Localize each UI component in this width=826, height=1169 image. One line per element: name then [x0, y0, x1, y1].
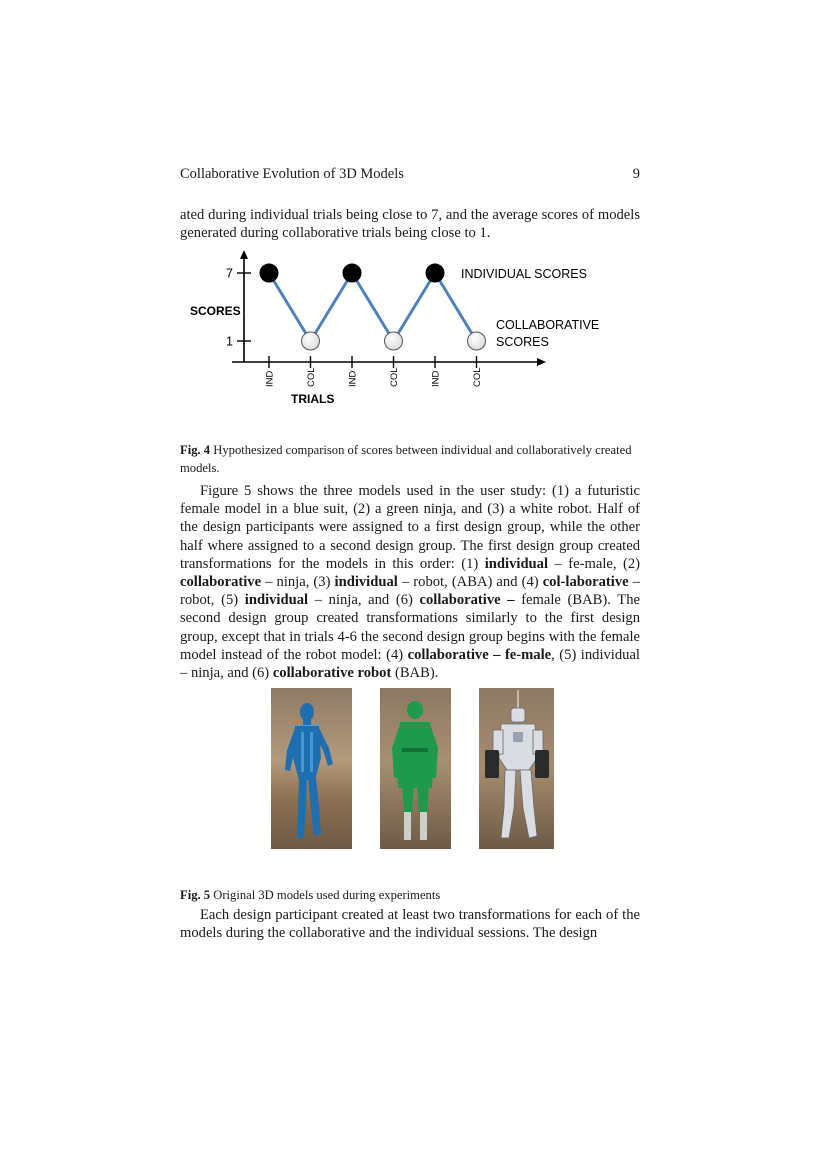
- x-tick-label: IND: [347, 370, 359, 387]
- individual-score-point: [426, 264, 444, 282]
- y-tick-label: 7: [226, 266, 233, 281]
- bold-run: individual: [334, 574, 398, 591]
- individual-score-point: [260, 264, 278, 282]
- x-tick-label: IND: [430, 370, 442, 387]
- figure-4-text: Hypothesized comparison of scores between individual and collaboratively created models.: [180, 442, 632, 475]
- text-run: – ninja, and (6): [308, 592, 420, 609]
- x-tick-label: COL: [389, 367, 400, 387]
- x-tick-label: COL: [472, 367, 483, 387]
- annotation-collaborative: COLLABORATIVE: [496, 318, 600, 332]
- ninja-model-image: [380, 688, 451, 849]
- text-run: (BAB).: [391, 665, 439, 682]
- bold-run: collaborative – fe-male: [407, 646, 552, 663]
- x-tick-label: IND: [264, 370, 276, 387]
- text-run: – ninja, (3): [261, 574, 335, 591]
- x-axis-label: TRIALS: [291, 392, 335, 406]
- text-run: female (BAB). The second design group created transformations similarly to the first design group, except that in trials 4-6 the second design group begins with the female model instead of the robot model: (4): [180, 592, 640, 663]
- bold-run: individual: [484, 555, 549, 572]
- y-axis-label: SCORES: [190, 304, 241, 318]
- text-run: – robot, (5): [180, 574, 641, 609]
- annotation-scores: SCORES: [496, 335, 549, 349]
- paragraph-closing: Each design participant created at least two transformations for each of the models during the collaborative and the individual sessions. The design: [180, 907, 640, 942]
- bold-run: col-laborative: [542, 574, 629, 591]
- page-number: 9: [632, 166, 640, 182]
- female-model-image: [271, 688, 352, 849]
- paragraph-figure-5: [180, 482, 640, 682]
- x-axis-arrow: [537, 358, 546, 366]
- y-tick-label: 1: [226, 334, 233, 349]
- x-ticks: [265, 356, 484, 387]
- bold-run: collaborative robot: [272, 665, 392, 682]
- text-run: , (5) individual – ninja, and (6): [180, 646, 640, 682]
- text-run: – robot, (ABA) and (4): [397, 574, 543, 591]
- collaborative-score-point: [302, 332, 320, 350]
- bold-run: collaborative: [180, 574, 262, 591]
- running-title: Collaborative Evolution of 3D Models: [180, 166, 404, 182]
- series-line: [269, 273, 477, 341]
- collaborative-score-point: [468, 332, 486, 350]
- text-run: Figure 5 shows the three models used in the user study: (1) a futuristic female model in a blue suit, (2) a green ninja, and (3) a white robot. Half of the design participants were assigned to a first design group, while the other half where assigned to a second design group. The first design group created transformations for the models in this order: (1): [180, 483, 640, 572]
- bold-run: individual: [244, 592, 309, 609]
- robot-model-image: [479, 688, 554, 849]
- figure-5-text: Original 3D models used during experiments: [213, 887, 441, 902]
- series-scores: [260, 264, 486, 350]
- individual-score-point: [343, 264, 361, 282]
- figure-4-label: Fig. 4: [180, 442, 211, 457]
- annotation-individual: INDIVIDUAL SCORES: [461, 267, 587, 281]
- y-axis-arrow: [240, 250, 248, 259]
- paragraph-intro: ated during individual trials being close to 7, and the average scores of models generated during collaborative trials being close to 1.: [180, 207, 640, 242]
- collaborative-score-point: [385, 332, 403, 350]
- figure-4-caption: [180, 441, 640, 477]
- text-run: – fe-male, (2): [548, 555, 640, 572]
- figure-4-chart: [0, 0, 826, 420]
- x-tick-label: COL: [306, 367, 317, 387]
- bold-run: collaborative –: [419, 592, 515, 609]
- figure-5-caption: [180, 886, 640, 904]
- figure-5-label: Fig. 5: [180, 887, 211, 902]
